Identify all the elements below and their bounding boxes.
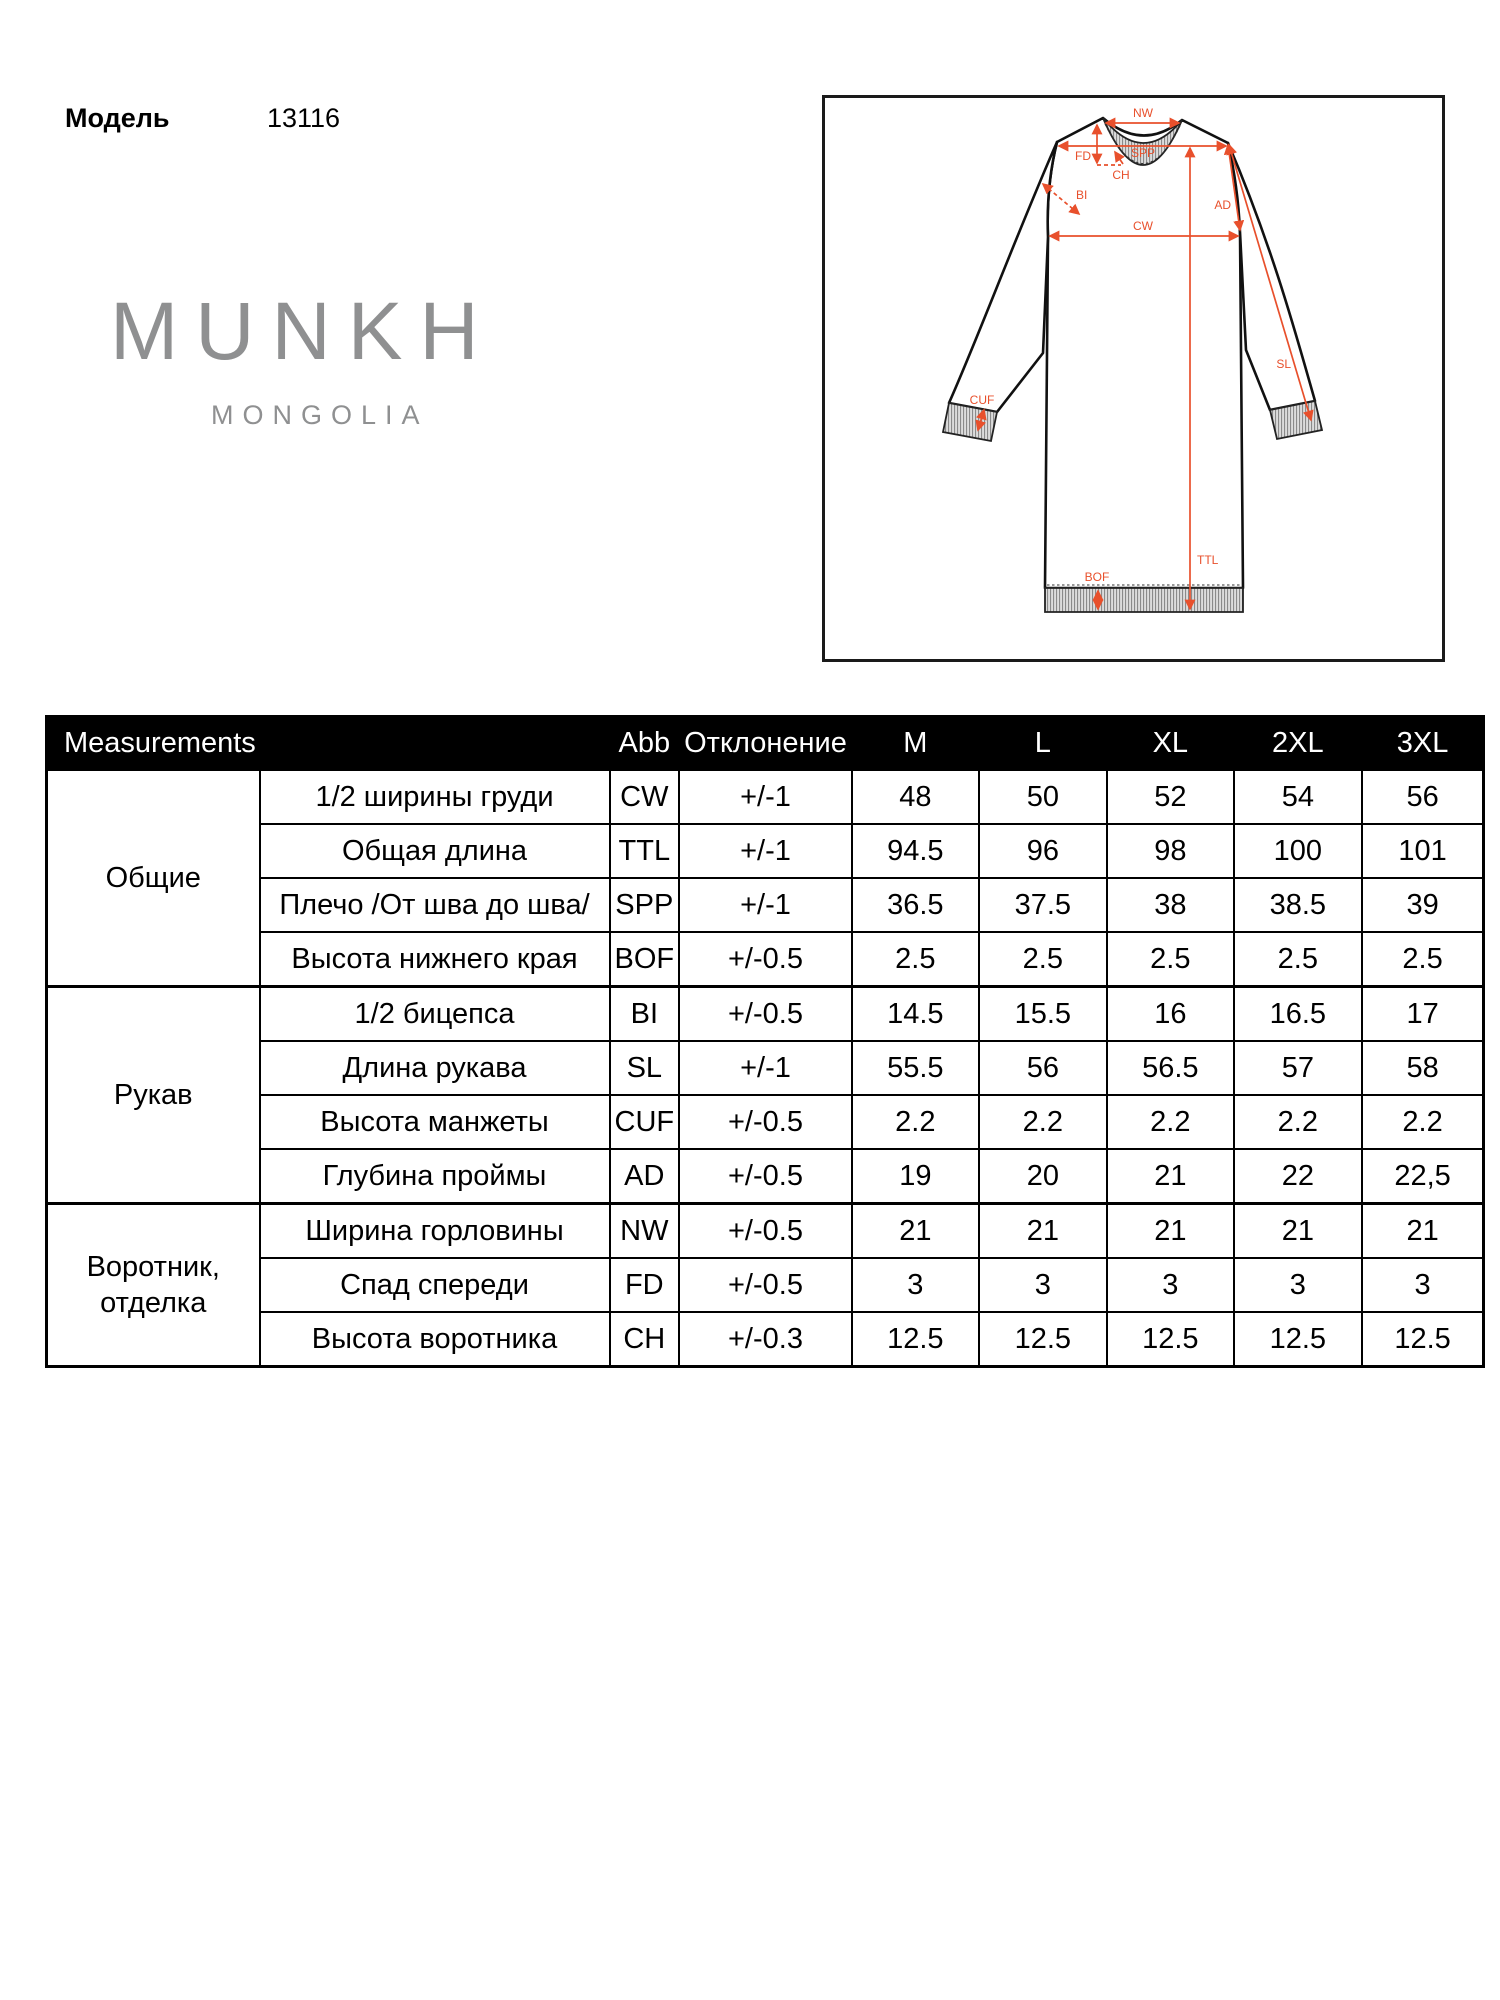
value-cell: 39	[1362, 878, 1484, 932]
name-cell: Глубина проймы	[260, 1149, 610, 1204]
name-cell: Высота воротника	[260, 1312, 610, 1367]
value-cell: 2.2	[1234, 1095, 1362, 1149]
deviation-cell: +/-0.3	[679, 1312, 852, 1367]
value-cell: 20	[979, 1149, 1107, 1204]
value-cell: 96	[979, 824, 1107, 878]
value-cell: 100	[1234, 824, 1362, 878]
value-cell: 21	[1234, 1204, 1362, 1259]
value-cell: 21	[1107, 1149, 1234, 1204]
value-cell: 12.5	[1234, 1312, 1362, 1367]
nw-label: NW	[1133, 106, 1153, 120]
model-number: 13116	[267, 103, 341, 133]
value-cell: 98	[1107, 824, 1234, 878]
table-row	[47, 1204, 1484, 1259]
name-cell: Спад спереди	[260, 1258, 610, 1312]
garment-diagram	[825, 98, 1442, 659]
name-cell: Плечо /От шва до шва/	[260, 878, 610, 932]
fd-label: FD	[1075, 149, 1091, 163]
cw-label: CW	[1133, 219, 1153, 233]
value-cell: 57	[1234, 1041, 1362, 1095]
value-cell: 22	[1234, 1149, 1362, 1204]
value-cell: 3	[852, 1258, 979, 1312]
value-cell: 21	[979, 1204, 1107, 1259]
value-cell: 2.5	[852, 932, 979, 987]
abb-cell: CUF	[610, 1095, 680, 1149]
deviation-cell: +/-0.5	[679, 1258, 852, 1312]
deviation-cell: +/-1	[679, 1041, 852, 1095]
abb-cell: AD	[610, 1149, 680, 1204]
hem-band	[1045, 588, 1243, 612]
spp-label: SPP	[1130, 146, 1156, 160]
value-cell: 22,5	[1362, 1149, 1484, 1204]
value-cell: 36.5	[852, 878, 979, 932]
table-row	[47, 932, 1484, 987]
abb-cell: CW	[610, 770, 680, 825]
table-row	[47, 987, 1484, 1042]
value-cell: 21	[1362, 1204, 1484, 1259]
value-cell: 37.5	[979, 878, 1107, 932]
header-size-m: M	[852, 717, 979, 770]
value-cell: 56	[979, 1041, 1107, 1095]
value-cell: 38	[1107, 878, 1234, 932]
model-label: Модель	[65, 103, 170, 133]
deviation-cell: +/-0.5	[679, 1149, 852, 1204]
header-measurements: Measurements	[47, 717, 610, 770]
table-row	[47, 770, 1484, 825]
table-row	[47, 824, 1484, 878]
name-cell: 1/2 бицепса	[260, 987, 610, 1042]
dress-body	[1045, 118, 1243, 588]
value-cell: 50	[979, 770, 1107, 825]
value-cell: 3	[1362, 1258, 1484, 1312]
deviation-cell: +/-0.5	[679, 1204, 852, 1259]
ad-label: AD	[1214, 198, 1231, 212]
header-size-2xl: 2XL	[1234, 717, 1362, 770]
deviation-cell: +/-0.5	[679, 987, 852, 1042]
value-cell: 38.5	[1234, 878, 1362, 932]
header-deviation: Отклонение	[679, 717, 852, 770]
group-cell: Воротник, отделка	[47, 1204, 260, 1367]
value-cell: 19	[852, 1149, 979, 1204]
value-cell: 16	[1107, 987, 1234, 1042]
header-size-l: L	[979, 717, 1107, 770]
value-cell: 101	[1362, 824, 1484, 878]
table-row	[47, 1095, 1484, 1149]
abb-cell: FD	[610, 1258, 680, 1312]
abb-cell: TTL	[610, 824, 680, 878]
cuf-label: CUF	[969, 393, 995, 407]
value-cell: 21	[1107, 1204, 1234, 1259]
size-chart-body	[47, 770, 1484, 1367]
abb-cell: NW	[610, 1204, 680, 1259]
value-cell: 94.5	[852, 824, 979, 878]
header-abb: Abb	[610, 717, 680, 770]
ttl-label: TTL	[1197, 553, 1219, 567]
value-cell: 17	[1362, 987, 1484, 1042]
value-cell: 2.5	[1362, 932, 1484, 987]
value-cell: 56	[1362, 770, 1484, 825]
value-cell: 16.5	[1234, 987, 1362, 1042]
brand-subtitle: MONGOLIA	[211, 400, 429, 430]
value-cell: 48	[852, 770, 979, 825]
value-cell: 12.5	[1362, 1312, 1484, 1367]
group-cell: Рукав	[47, 987, 260, 1204]
deviation-cell: +/-0.5	[679, 1095, 852, 1149]
value-cell: 2.5	[1107, 932, 1234, 987]
table-row	[47, 1312, 1484, 1367]
table-row	[47, 1149, 1484, 1204]
value-cell: 54	[1234, 770, 1362, 825]
table-header-row	[47, 717, 1484, 770]
abb-cell: BI	[610, 987, 680, 1042]
bof-label: BOF	[1084, 570, 1110, 584]
left-sleeve	[949, 142, 1057, 412]
table-row	[47, 1041, 1484, 1095]
value-cell: 12.5	[852, 1312, 979, 1367]
name-cell: Длина рукава	[260, 1041, 610, 1095]
name-cell: Высота нижнего края	[260, 932, 610, 987]
table-row	[47, 1258, 1484, 1312]
abb-cell: BOF	[610, 932, 680, 987]
value-cell: 52	[1107, 770, 1234, 825]
sl-label: SL	[1276, 357, 1291, 371]
abb-cell: SL	[610, 1041, 680, 1095]
deviation-cell: +/-1	[679, 770, 852, 825]
name-cell: Общая длина	[260, 824, 610, 878]
value-cell: 2.2	[979, 1095, 1107, 1149]
bi-label: BI	[1076, 188, 1088, 202]
value-cell: 2.2	[1362, 1095, 1484, 1149]
value-cell: 12.5	[1107, 1312, 1234, 1367]
value-cell: 21	[852, 1204, 979, 1259]
value-cell: 2.5	[979, 932, 1107, 987]
ch-label: CH	[1112, 168, 1130, 182]
header-size-xl: XL	[1107, 717, 1234, 770]
deviation-cell: +/-1	[679, 824, 852, 878]
value-cell: 14.5	[852, 987, 979, 1042]
name-cell: Ширина горловины	[260, 1204, 610, 1259]
abb-cell: CH	[610, 1312, 680, 1367]
value-cell: 2.5	[1234, 932, 1362, 987]
brand-logo: MUNKH	[110, 286, 496, 377]
value-cell: 12.5	[979, 1312, 1107, 1367]
value-cell: 2.2	[852, 1095, 979, 1149]
deviation-cell: +/-1	[679, 878, 852, 932]
value-cell: 15.5	[979, 987, 1107, 1042]
value-cell: 3	[979, 1258, 1107, 1312]
value-cell: 55.5	[852, 1041, 979, 1095]
value-cell: 56.5	[1107, 1041, 1234, 1095]
size-chart-table	[45, 715, 1485, 1368]
name-cell: Высота манжеты	[260, 1095, 610, 1149]
value-cell: 3	[1234, 1258, 1362, 1312]
value-cell: 58	[1362, 1041, 1484, 1095]
value-cell: 2.2	[1107, 1095, 1234, 1149]
abb-cell: SPP	[610, 878, 680, 932]
value-cell: 3	[1107, 1258, 1234, 1312]
table-row	[47, 878, 1484, 932]
garment-diagram-frame	[822, 95, 1445, 662]
group-cell: Общие	[47, 770, 260, 987]
deviation-cell: +/-0.5	[679, 932, 852, 987]
name-cell: 1/2 ширины груди	[260, 770, 610, 825]
header-size-3xl: 3XL	[1362, 717, 1484, 770]
